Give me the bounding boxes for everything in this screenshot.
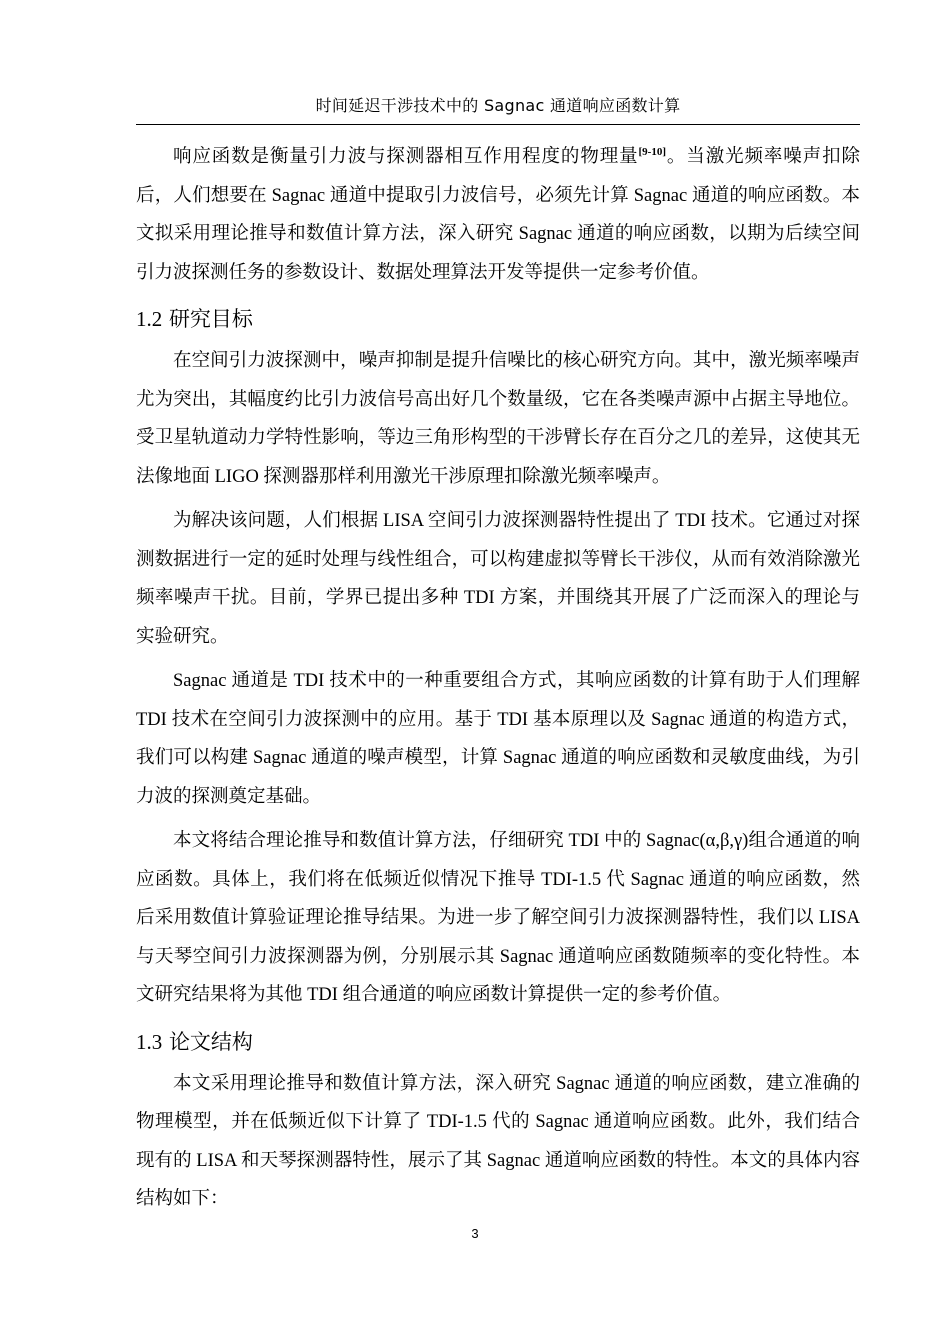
section-heading-1-3	[136, 1027, 860, 1057]
running-header: 时间延迟干涉技术中的 Sagnac 通道响应函数计算	[315, 96, 681, 115]
intro-paragraph	[136, 138, 860, 292]
section-title: 研究目标	[168, 307, 253, 331]
section-heading-1-2	[136, 304, 860, 334]
paragraph: 为解决该问题，人们根据 LISA 空间引力波探测器特性提出了 TDI 技术。它通过对探测数据进行一定的延时处理与线性组合，可以构建虚拟等臂长干涉仪，从而有效消除激光频率噪声干扰。目前，学界已提出多种 TDI 方案，并围绕其开展了广泛而深入的理论与实验研究。	[136, 511, 860, 647]
body-content	[136, 138, 860, 1219]
section-number: 1.2	[136, 307, 163, 331]
intro-text-start: 响应函数是衡量引力波与探测器相互作用程度的物理量	[173, 147, 639, 167]
paragraph: 本文将结合理论推导和数值计算方法，仔细研究 TDI 中的 Sagnac(α,β,γ)组合通道的响应函数。具体上，我们将在低频近似情况下推导 TDI-1.5 代 Sagnac 通道的响应函数，然后采用数值计算验证理论推导结果。为进一步了解空间引力波探测器特性，我们以 LISA 与天琴空间引力波探测器为例，分别展示其 Sagnac 通道响应函数随频率的变化特性。本文研究结果将为其他 TDI 组合通道的响应函数计算提供一定的参考价值。	[136, 831, 860, 1005]
header-rule	[136, 124, 860, 125]
paragraph: 本文采用理论推导和数值计算方法，深入研究 Sagnac 通道的响应函数，建立准确的物理模型，并在低频近似下计算了 TDI-1.5 代的 Sagnac 通道响应函数。此外，我们结合现有的 LISA 和天琴探测器特性，展示了其 Sagnac 通道响应函数的特性。本文的具体内容结构如下：	[136, 1073, 860, 1209]
paragraph: 在空间引力波探测中，噪声抑制是提升信噪比的核心研究方向。其中，激光频率噪声尤为突出，其幅度约比引力波信号高出好几个数量级，它在各类噪声源中占据主导地位。受卫星轨道动力学特性影响，等边三角形构型的干涉臂长存在百分之几的差异，这使其无法像地面 LIGO 探测器那样利用激光干涉原理扣除激光频率噪声。	[136, 351, 860, 487]
citation[interactable]: [9-10]	[638, 146, 667, 158]
section-title: 论文结构	[168, 1029, 253, 1054]
page-number: 3	[471, 1226, 479, 1241]
paragraph: Sagnac 通道是 TDI 技术中的一种重要组合方式，其响应函数的计算有助于人们理解 TDI 技术在空间引力波探测中的应用。基于 TDI 基本原理以及 Sagnac 通道的构造方式，我们可以构建 Sagnac 通道的噪声模型，计算 Sagnac 通道的响应函数和灵敏度曲线，为引力波的探测奠定基础。	[136, 671, 860, 807]
section-number: 1.3	[136, 1029, 163, 1054]
intro-text-end: 。当激光频率噪声扣除后，人们想要在 Sagnac 通道中提取引力波信号，必须先计算 Sagnac 通道的响应函数。本文拟采用理论推导和数值计算方法，深入研究 Sagnac 通道的响应函数，以期为后续空间引力波探测任务的参数设计、数据处理算法开发等提供一定参考价值。	[136, 147, 860, 283]
